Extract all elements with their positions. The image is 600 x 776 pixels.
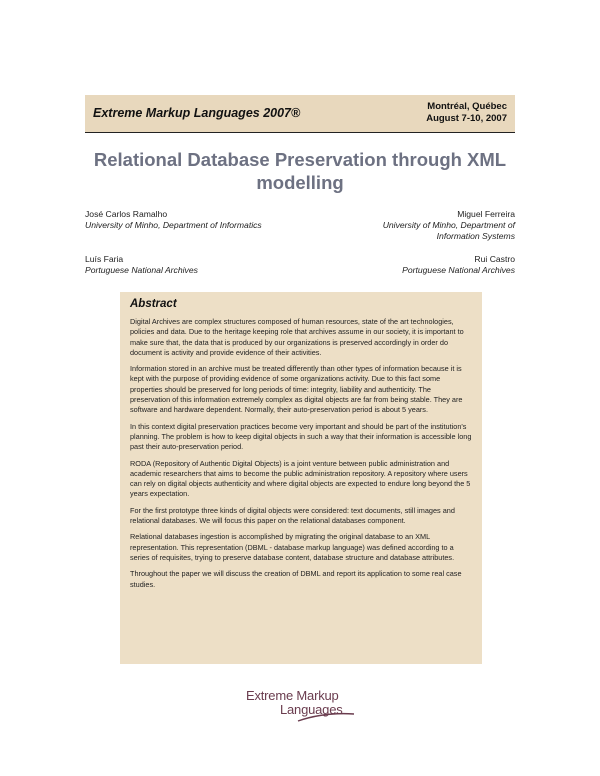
author-name: Miguel Ferreira [457, 209, 515, 219]
paper-title-line1: Relational Database Preservation through XML [93, 149, 507, 170]
author-ferreira [383, 209, 515, 242]
abstract-paragraph: Relational databases ingestion is accomplished by migrating the original database to an XML representation. This representation (DBML - database markup language) was defined according to a series of requisites, trying to preserve database content, database structure and database attributes. [130, 532, 455, 562]
abstract-paragraph: RODA (Repository of Authentic Digital Objects) is a joint venture between public administration and academic researchers that aims to become the public administration repository. A repository where users can rely on digital objects authenticity and where digital objects are expected to endure long beyond the 5 years expectation. [130, 458, 471, 499]
author-affiliation: Portuguese National Archives [85, 265, 198, 275]
abstract-paragraph: Information stored in an archive must be treated differently than other types of information because it is kept with the purpose of providing evidence of some organizations activity. Due to this fact some properties should be preserved for long periods of time: integrity, liability and authenticity. The preservation of this information extremely complex as digital objects are far from being stable. They are software and hardware dependent. Normally, their auto-preservation period is about 5 years. [130, 364, 463, 415]
conference-banner [85, 95, 515, 133]
conference-place-date [426, 101, 507, 124]
abstract-paragraph: In this context digital preservation practices become very important and should be part of the institution's planning. The problem is how to keep digital objects in such a way that their information is accessible long past their auto-preservation period. [130, 421, 472, 452]
extreme-markup-logo [246, 688, 356, 728]
logo-swoosh-icon [296, 710, 356, 724]
conference-dates: August 7-10, 2007 [426, 112, 507, 124]
abstract-paragraph: For the first prototype three kinds of digital objects were considered: text documents, still images and relational databases. We will focus this paper on the relational databases component. [130, 505, 455, 526]
author-name: Rui Castro [474, 254, 515, 264]
author-name: Luís Faria [85, 254, 124, 264]
paper-title [85, 148, 515, 194]
author-castro [402, 254, 515, 276]
conference-name: Extreme Markup Languages 2007® [93, 106, 301, 120]
author-affiliation: Information Systems [436, 231, 515, 241]
paper-title-line2: modelling [256, 172, 344, 193]
conference-location: Montréal, Québec [427, 101, 507, 112]
abstract-box [120, 292, 482, 664]
abstract-paragraph: Digital Archives are complex structures composed of human resources, state of the art technologies, policies and data. Due to the heritage keeping role that archives assume in our society, it is important to make sure that, the data that is produced by our organizations is preserved accordingly in order do document is activity and provide evidence of their activities. [130, 317, 464, 357]
author-name: José Carlos Ramalho [85, 209, 168, 219]
author-faria [85, 254, 198, 276]
abstract-paragraph: Throughout the paper we will discuss the creation of DBML and report its application to some real case studies. [130, 569, 462, 589]
author-affiliation: University of Minho, Department of [382, 220, 515, 230]
abstract-heading: Abstract [130, 298, 177, 310]
author-affiliation: Portuguese National Archives [402, 265, 515, 275]
author-ramalho [85, 209, 262, 231]
author-affiliation: University of Minho, Department of Informatics [85, 220, 262, 230]
logo-line1: Extreme Markup [246, 688, 339, 703]
logo-line2: Languages [280, 702, 343, 717]
